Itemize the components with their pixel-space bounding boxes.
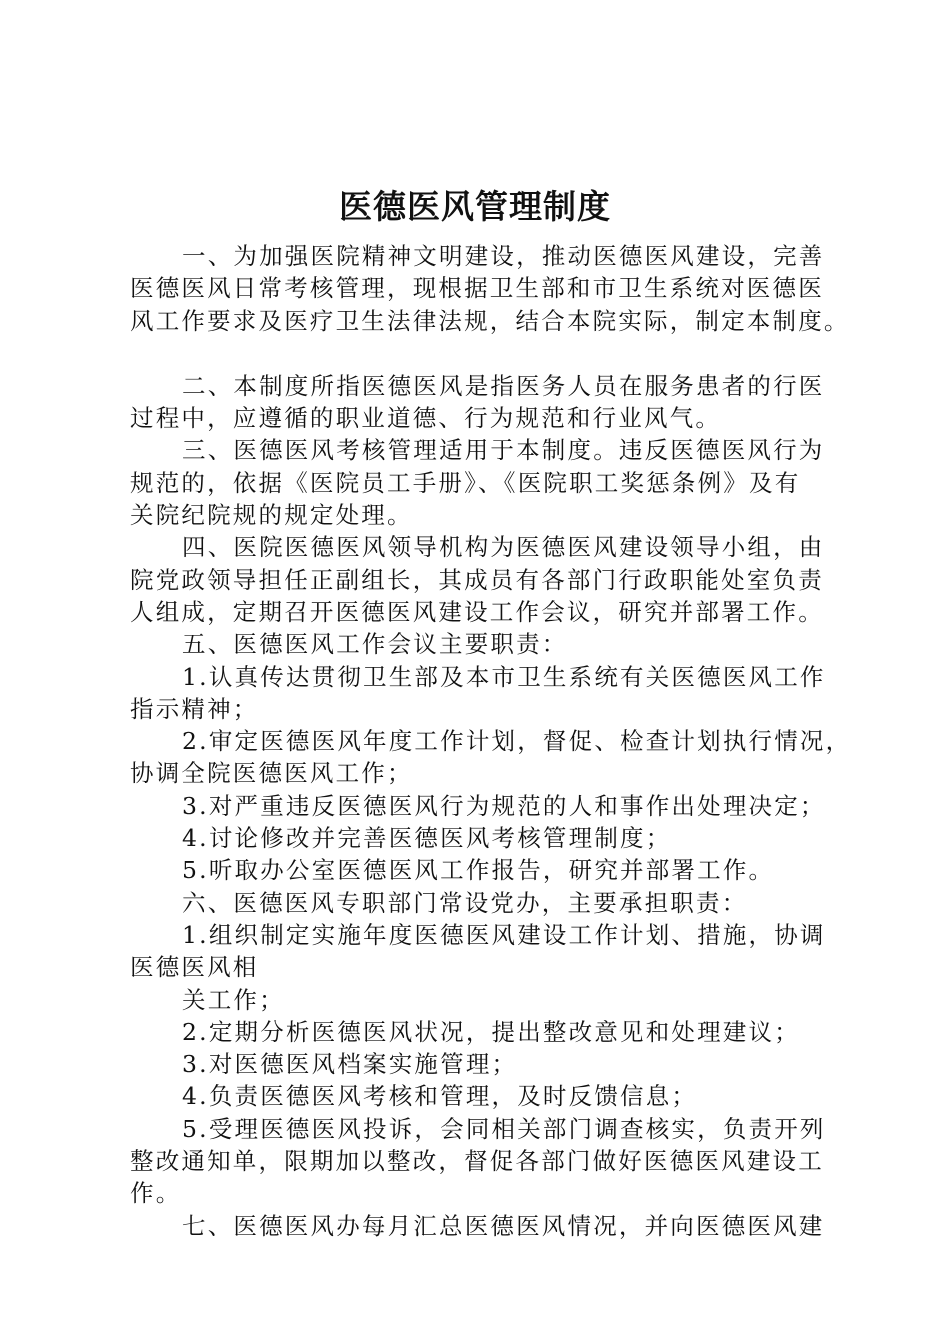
paragraph-line: 医德医风相 [130, 953, 259, 982]
paragraph-line: 七、医德医风办每月汇总医德医风情况，并向医德医风建 [182, 1211, 825, 1240]
paragraph-line: 医德医风日常考核管理，现根据卫生部和市卫生系统对医德医 [130, 274, 824, 303]
paragraph-line: 三、医德医风考核管理适用于本制度。违反医德医风行为 [182, 436, 825, 465]
paragraph-line: 整改通知单，限期加以整改，督促各部门做好医德医风建设工 [130, 1147, 824, 1176]
paragraph-line: 指示精神； [130, 694, 259, 723]
paragraph-line: 二、本制度所指医德医风是指医务人员在服务患者的行医 [182, 371, 825, 400]
paragraph-line: 过程中，应遵循的职业道德、行为规范和行业风气。 [130, 404, 722, 433]
paragraph-line: 风工作要求及医疗卫生法律法规，结合本院实际，制定本制度。 [130, 306, 850, 335]
paragraph-line: 人组成，定期召开医德医风建设工作会议，研究并部署工作。 [130, 597, 824, 626]
paragraph-line: 2.定期分析医德医风状况，提出整改意见和处理建议； [182, 1017, 800, 1046]
paragraph-line: 协调全院医德医风工作； [130, 759, 413, 788]
paragraph-line: 一、为加强医院精神文明建设，推动医德医风建设，完善 [182, 242, 825, 270]
document-body [130, 240, 860, 1242]
paragraph-line: 规范的，依据《医院员工手册》、《医院职工奖惩条例》及有 [130, 468, 801, 497]
paragraph-line: 4.讨论修改并完善医德医风考核管理制度； [182, 824, 672, 853]
paragraph-line: 六、医德医风专职部门常设党办，主要承担职责： [182, 888, 748, 917]
paragraph-line: 关工作； [182, 985, 285, 1014]
paragraph-line: 2.审定医德医风年度工作计划，督促、检查计划执行情况， [182, 727, 852, 756]
paragraph-line: 1.组织制定实施年度医德医风建设工作计划、措施，协调 [182, 920, 826, 949]
paragraph-line: 3.对严重违反医德医风行为规范的人和事作出处理决定； [182, 791, 826, 820]
paragraph-line: 3.对医德医风档案实施管理； [182, 1050, 518, 1079]
paragraph-line: 4.负责医德医风考核和管理，及时反馈信息； [182, 1082, 698, 1111]
paragraph-line: 四、医院医德医风领导机构为医德医风建设领导小组，由 [182, 533, 825, 562]
paragraph-line: 五、医德医风工作会议主要职责： [182, 630, 568, 659]
paragraph-line: 院党政领导担任正副组长，其成员有各部门行政职能处室负责 [130, 565, 824, 594]
paragraph-gap [130, 337, 860, 370]
paragraph-line: 5.听取办公室医德医风工作报告，研究并部署工作。 [182, 856, 775, 885]
paragraph-line: 关院纪院规的规定处理。 [130, 501, 413, 530]
document-title: 医德医风管理制度 [339, 187, 611, 226]
paragraph-line: 5.受理医德医风投诉，会同相关部门调查核实，负责开列 [182, 1114, 826, 1143]
paragraph-line: 作。 [130, 1179, 182, 1208]
paragraph-line: 1.认真传达贯彻卫生部及本市卫生系统有关医德医风工作 [182, 662, 826, 691]
